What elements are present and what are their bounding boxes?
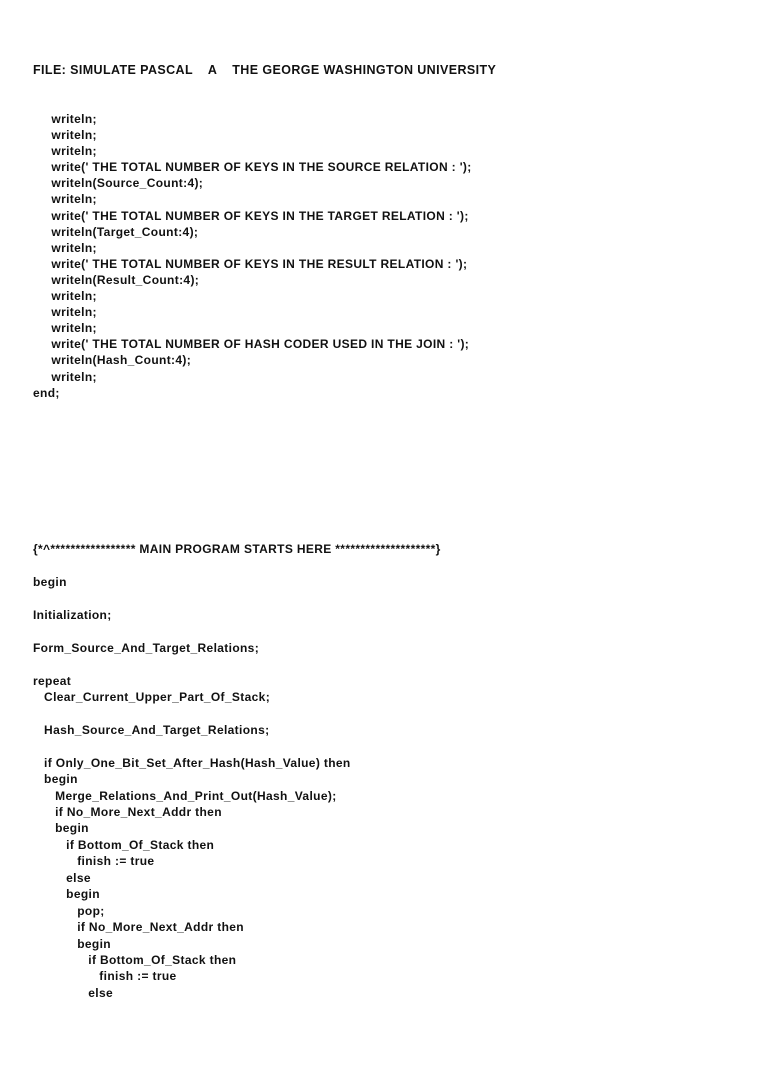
code-line: Initialization; [33, 607, 112, 622]
code-block-main-program [33, 541, 441, 1001]
code-line: if Bottom_Of_Stack then [33, 952, 237, 967]
code-line: if No_More_Next_Addr then [33, 805, 222, 819]
code-line [33, 623, 441, 639]
code-line: write(' THE TOTAL NUMBER OF KEYS IN THE RESULT RELATION : '); [33, 256, 468, 271]
code-line: begin [33, 936, 111, 951]
code-line [33, 738, 441, 754]
code-line: writeln; [33, 369, 97, 384]
code-line: writeln; [33, 289, 97, 304]
code-line: writeln; [33, 321, 97, 336]
code-line [33, 656, 441, 672]
code-line: writeln(Source_Count:4); [33, 176, 204, 191]
file-header: FILE: SIMULATE PASCAL A THE GEORGE WASHINGTON UNIVERSITY [33, 63, 497, 77]
code-line: writeln(Hash_Count:4); [33, 353, 192, 368]
code-line: else [33, 870, 91, 885]
code-line: end; [33, 385, 60, 400]
code-line: if Only_One_Bit_Set_After_Hash(Hash_Value) then [33, 755, 351, 770]
code-line: repeat [33, 673, 72, 688]
code-line: finish := true [33, 854, 155, 869]
code-line: if Bottom_Of_Stack then [33, 837, 215, 852]
code-line: writeln; [33, 112, 97, 126]
code-line: writeln; [33, 240, 97, 255]
code-line [33, 590, 441, 606]
code-line: begin [33, 821, 89, 836]
code-line: writeln; [33, 128, 97, 143]
code-line: begin [33, 887, 100, 902]
code-line: writeln; [33, 144, 97, 159]
code-line: Form_Source_And_Target_Relations; [33, 640, 260, 655]
code-line: Clear_Current_Upper_Part_Of_Stack; [33, 689, 271, 704]
code-line: writeln(Target_Count:4); [33, 224, 199, 239]
code-line: Merge_Relations_And_Print_Out(Hash_Value); [33, 788, 337, 803]
code-line: writeln(Result_Count:4); [33, 272, 200, 287]
code-line: writeln; [33, 305, 97, 320]
code-line: finish := true [33, 969, 177, 984]
code-line [33, 557, 441, 573]
code-line: write(' THE TOTAL NUMBER OF KEYS IN THE SOURCE RELATION : '); [33, 160, 472, 175]
code-line: pop; [33, 903, 105, 918]
code-line: write(' THE TOTAL NUMBER OF HASH CODER USED IN THE JOIN : '); [33, 337, 470, 352]
code-line: begin [33, 574, 67, 589]
code-line: writeln; [33, 192, 97, 207]
code-block-output-statements [33, 111, 472, 401]
code-comment-line: {*^***************** MAIN PROGRAM STARTS HERE ********************} [33, 542, 441, 556]
code-line: if No_More_Next_Addr then [33, 920, 244, 935]
code-line: else [33, 985, 114, 1000]
code-line: Hash_Source_And_Target_Relations; [33, 722, 270, 737]
code-line: begin [33, 772, 78, 787]
code-line: write(' THE TOTAL NUMBER OF KEYS IN THE TARGET RELATION : '); [33, 208, 469, 223]
code-line [33, 705, 441, 721]
